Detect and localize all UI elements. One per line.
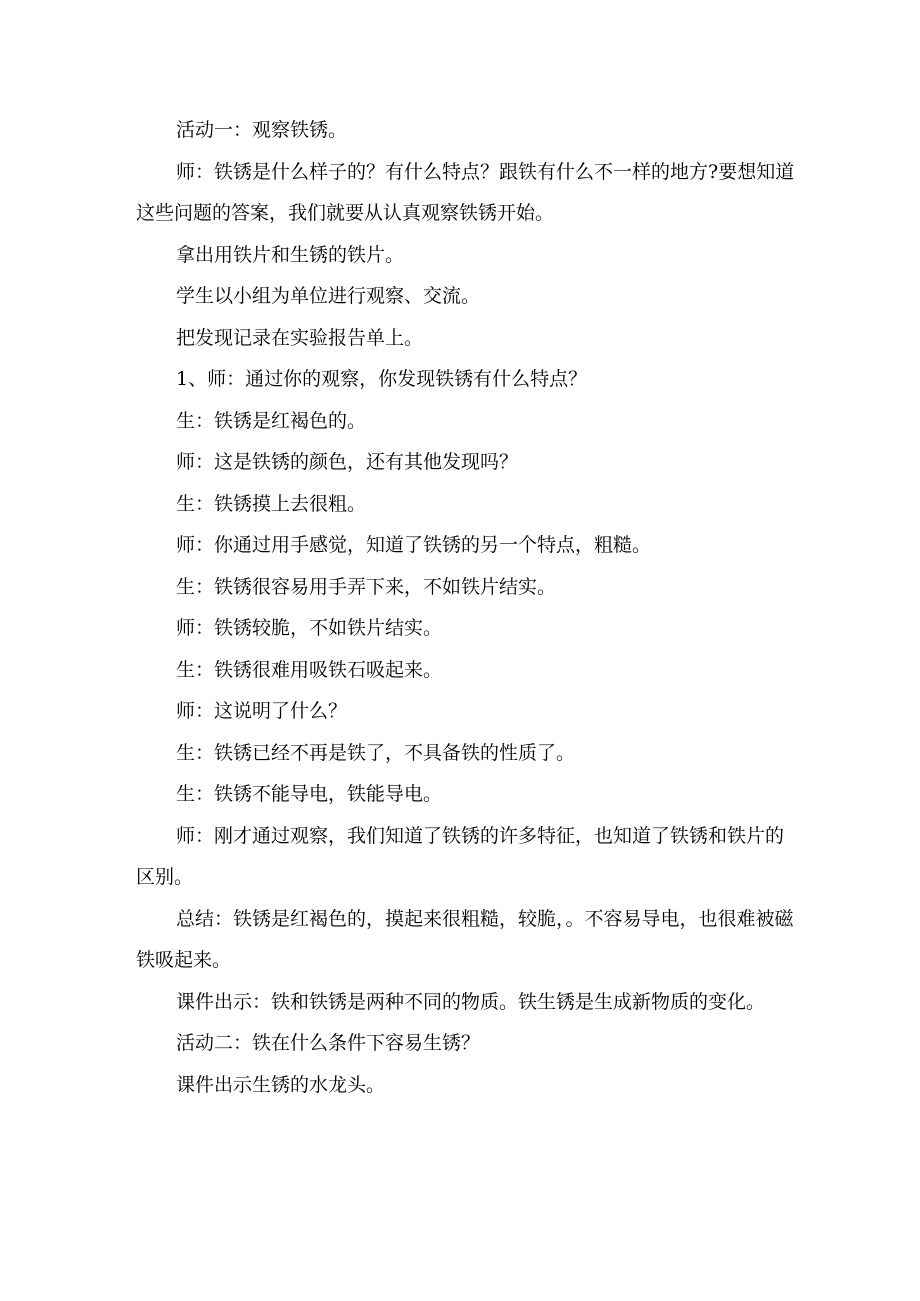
- paragraph-teacher-fragile: 师：铁锈较脆，不如铁片结实。: [176, 617, 443, 639]
- paragraph-courseware-faucet: 课件出示生锈的水龙头。: [176, 1073, 386, 1096]
- paragraph-materials: 拿出用铁片和生锈的铁片。: [176, 243, 405, 266]
- paragraph-activity-two-title: 活动二：铁在什么条件下容易生锈？: [176, 1032, 481, 1054]
- paragraph-record-report: 把发现记录在实验报告单上。: [176, 326, 424, 349]
- paragraph-answer-color: 生：铁锈是红褐色的。: [176, 409, 367, 432]
- paragraph-answer-conductivity: 生：铁锈不能导电，铁能导电。: [176, 783, 443, 805]
- paragraph-conclusion: 总结：铁锈是红褐色的，摸起来很粗糙，较脆，。不容易导电，也很难被磁铁吸起来。: [136, 907, 794, 971]
- paragraph-answer-rough: 生：铁锈摸上去很粗。: [176, 492, 367, 515]
- paragraph-activity-one-title: 活动一：观察铁锈。: [176, 119, 348, 141]
- paragraph-teacher-meaning: 师：这说明了什么？: [176, 700, 348, 722]
- paragraph-teacher-rough: 师：你通过用手感觉，知道了铁锈的另一个特点，粗糙。: [176, 534, 652, 556]
- paragraph-answer-magnet: 生：铁锈很难用吸铁石吸起来。: [176, 658, 443, 681]
- paragraph-teacher-color: 师：这是铁锈的颜色，还有其他发现吗？: [176, 451, 519, 473]
- paragraph-courseware-conclusion: 课件出示：铁和铁锈是两种不同的物质。铁生锈是生成新物质的变化。: [176, 990, 766, 1013]
- paragraph-question-features: 1、师：通过你的观察，你发现铁锈有什么特点？: [176, 368, 588, 390]
- paragraph-teacher-summary: 师：刚才通过观察，我们知道了铁锈的许多特征，也知道了铁锈和铁片的区别。: [136, 824, 785, 888]
- paragraph-answer-fragile: 生：铁锈很容易用手弄下来，不如铁片结实。: [176, 575, 557, 598]
- paragraph-teacher-intro: 师：铁锈是什么样子的？有什么特点？跟铁有什么不一样的地方?要想知道这些问题的答案，我们就要从认真观察铁锈开始。: [136, 160, 795, 224]
- paragraph-group-observe: 学生以小组为单位进行观察、交流。: [176, 285, 481, 307]
- paragraph-answer-not-iron: 生：铁锈已经不再是铁了，不具备铁的性质了。: [176, 741, 576, 764]
- document-body: [136, 110, 796, 1106]
